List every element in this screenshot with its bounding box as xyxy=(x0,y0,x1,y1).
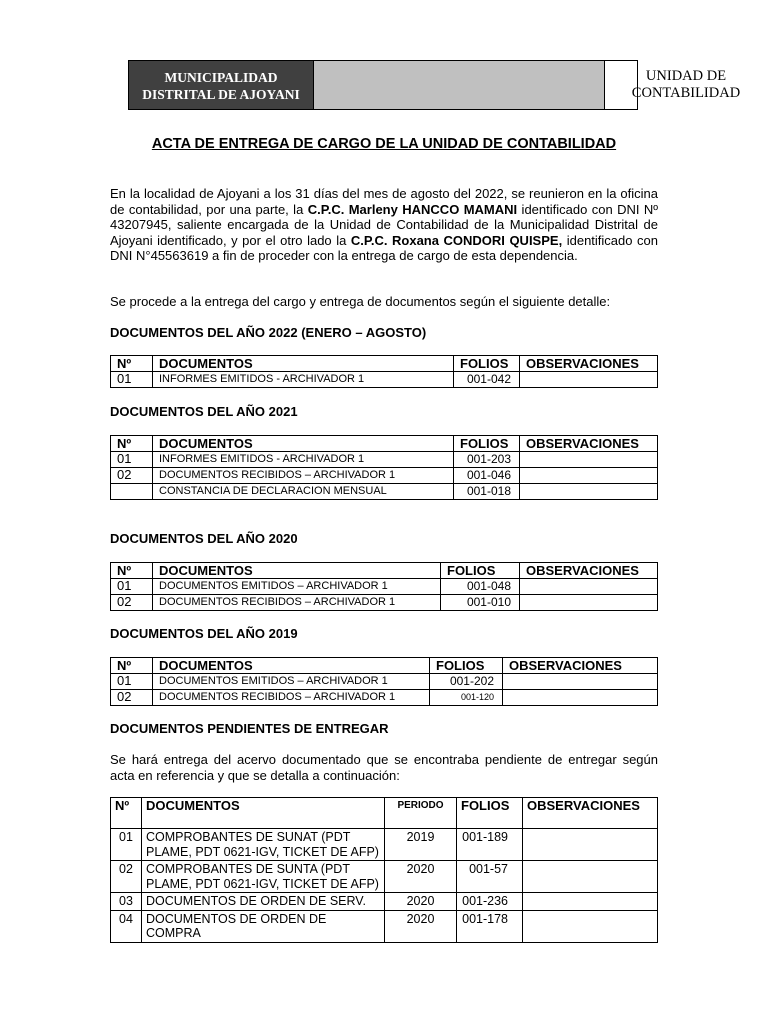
table-row: 03 DOCUMENTOS DE ORDEN DE SERV. 2020 001-236 xyxy=(111,893,658,911)
table-row: 01 INFORMES EMITIDOS - ARCHIVADOR 1 001-203 xyxy=(111,452,658,468)
header-gray-block xyxy=(313,61,605,109)
col-num: Nº xyxy=(111,563,153,579)
col-obs: OBSERVACIONES xyxy=(520,436,658,452)
col-docs: DOCUMENTOS xyxy=(142,798,385,829)
col-obs: OBSERVACIONES xyxy=(523,798,658,829)
col-num: Nº xyxy=(111,356,153,372)
table-2022 xyxy=(110,355,658,388)
document-header xyxy=(128,60,741,110)
col-docs: DOCUMENTOS xyxy=(153,436,454,452)
table-row: 02 DOCUMENTOS RECIBIDOS – ARCHIVADOR 1 001-010 xyxy=(111,595,658,611)
col-folios: FOLIOS xyxy=(454,436,520,452)
table-header-row xyxy=(111,658,658,674)
col-num: Nº xyxy=(111,658,153,674)
col-obs: OBSERVACIONES xyxy=(520,563,658,579)
table-header-row xyxy=(111,436,658,452)
table-header-row xyxy=(111,563,658,579)
col-docs: DOCUMENTOS xyxy=(153,356,454,372)
municipality-name: MUNICIPALIDAD DISTRITAL DE AJOYANI xyxy=(129,61,313,109)
detail-intro: Se procede a la entrega del cargo y entrega de documentos según el siguiente detalle: xyxy=(110,294,611,309)
section-title-2022: DOCUMENTOS DEL AÑO 2022 (ENERO – AGOSTO) xyxy=(110,325,427,340)
table-row: 04 DOCUMENTOS DE ORDEN DE COMPRA 2020 001-178 xyxy=(111,910,658,942)
document-title: ACTA DE ENTREGA DE CARGO DE LA UNIDAD DE CONTABILIDAD xyxy=(151,136,617,152)
col-folios: FOLIOS xyxy=(430,658,503,674)
table-row: 01 DOCUMENTOS EMITIDOS – ARCHIVADOR 1 001-048 xyxy=(111,579,658,595)
table-row: 02 DOCUMENTOS RECIBIDOS – ARCHIVADOR 1 001-046 xyxy=(111,468,658,484)
col-num: Nº xyxy=(111,798,142,829)
pending-table xyxy=(110,797,658,943)
intro-paragraph: En la localidad de Ajoyani a los 31 días del mes de agosto del 2022, se reunieron en la oficina de contabilidad, por una parte, la C.P.C. Marleny HANCCO MAMANI identificado con DNI Nº 43207945, saliente encargada de la Unidad de Contabilidad de la Municipalidad Distrital de Ajoyani identificado, y por el otro lado la C.P.C. Roxana CONDORI QUISPE, identificado con DNI N°45563619 a fin de proceder con la entrega de cargo de esta dependencia. xyxy=(110,186,659,264)
unit-name: UNIDAD DE CONTABILIDAD xyxy=(631,68,741,101)
outgoing-accountant: C.P.C. Marleny HANCCO MAMANI xyxy=(307,201,518,217)
col-docs: DOCUMENTOS xyxy=(153,563,441,579)
table-row: 01 COMPROBANTES DE SUNAT (PDT PLAME, PDT 0621-IGV, TICKET DE AFP) 2019 001-189 xyxy=(111,829,658,861)
col-num: Nº xyxy=(111,436,153,452)
table-row: 02 DOCUMENTOS RECIBIDOS – ARCHIVADOR 1 001-120 xyxy=(111,690,658,706)
table-header-row xyxy=(111,356,658,372)
col-folios: FOLIOS xyxy=(457,798,523,829)
table-2020 xyxy=(110,562,658,611)
table-header-row xyxy=(111,798,658,829)
col-periodo: PERIODO xyxy=(385,798,457,829)
table-row: 01 INFORMES EMITIDOS - ARCHIVADOR 1 001-042 xyxy=(111,372,658,388)
col-docs: DOCUMENTOS xyxy=(153,658,430,674)
col-folios: FOLIOS xyxy=(441,563,520,579)
table-row: CONSTANCIA DE DECLARACION MENSUAL 001-018 xyxy=(111,484,658,500)
table-row: 02 COMPROBANTES DE SUNTA (PDT PLAME, PDT 0621-IGV, TICKET DE AFP) 2020 001-57 xyxy=(111,861,658,893)
col-obs: OBSERVACIONES xyxy=(503,658,658,674)
section-title-2020: DOCUMENTOS DEL AÑO 2020 xyxy=(110,531,298,546)
section-title-2021: DOCUMENTOS DEL AÑO 2021 xyxy=(110,404,298,419)
pending-text: Se hará entrega del acervo documentado que se encontraba pendiente de entregar según acta en referencia y que se detalla a continuación: xyxy=(110,752,658,783)
table-row: 01 DOCUMENTOS EMITIDOS – ARCHIVADOR 1 001-202 xyxy=(111,674,658,690)
table-2019 xyxy=(110,657,658,706)
table-2021 xyxy=(110,435,658,500)
col-obs: OBSERVACIONES xyxy=(520,356,658,372)
section-title-2019: DOCUMENTOS DEL AÑO 2019 xyxy=(110,626,298,641)
pending-title: DOCUMENTOS PENDIENTES DE ENTREGAR xyxy=(110,721,389,736)
col-folios: FOLIOS xyxy=(454,356,520,372)
incoming-accountant: C.P.C. Roxana CONDORI QUISPE, xyxy=(350,232,563,248)
